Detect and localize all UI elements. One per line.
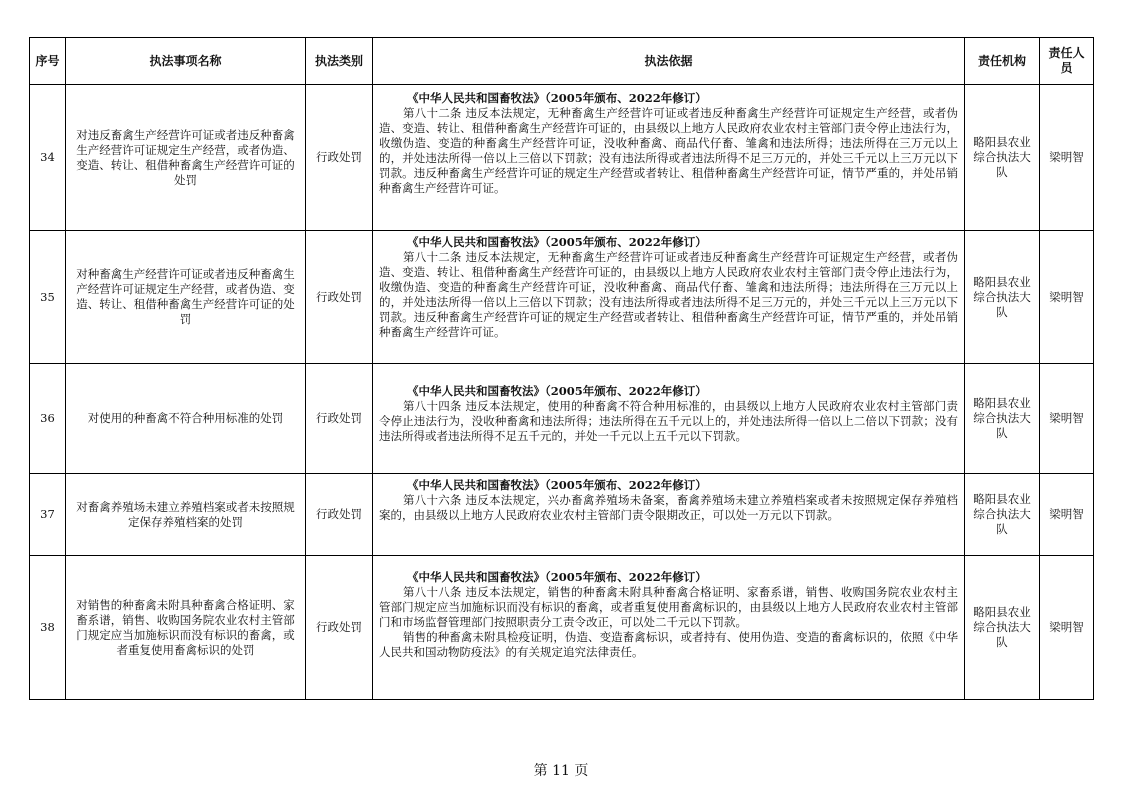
law-title: 《中华人民共和国畜牧法》（2005年颁布、2022年修订） <box>407 91 707 105</box>
header-org: 责任机构 <box>965 38 1040 85</box>
legal-basis <box>373 231 965 364</box>
law-paragraph: 第八十二条 违反本法规定，无种畜禽生产经营许可证或者违反种畜禽生产经营许可证规定生产经营，或者伪造、变造、转让、租借种畜禽生产经营许可证的，由县级以上地方人民政府农业农村主管部门责令停止违法行为，收缴伪造、变造的种畜禽生产经营许可证，没收种畜禽、商品代仔畜、雏禽和违法所得；违法所得在三万元以上的，并处违法所得一倍以上三倍以下罚款；没有违法所得或者违法所得不足三万元的，并处三千元以上三万元以下罚款。违反种畜禽生产经营许可证的规定生产经营或者转让、租借种畜禽生产经营许可证，情节严重的，并处吊销种畜禽生产经营许可证。 <box>379 250 958 339</box>
enforcement-type: 行政处罚 <box>306 474 373 556</box>
table-row <box>30 364 1094 474</box>
header-basis: 执法依据 <box>373 38 965 85</box>
table-row <box>30 556 1094 700</box>
enforcement-type: 行政处罚 <box>306 364 373 474</box>
law-title: 《中华人民共和国畜牧法》（2005年颁布、2022年修订） <box>407 235 707 249</box>
law-paragraph: 销售的种畜禽未附具检疫证明，伪造、变造畜禽标识，或者持有、使用伪造、变造的畜禽标识的，依照《中华人民共和国动物防疫法》的有关规定追究法律责任。 <box>379 630 958 659</box>
responsible-person: 梁明智 <box>1040 231 1094 364</box>
row-number: 38 <box>30 556 66 700</box>
table-row <box>30 231 1094 364</box>
table-row <box>30 474 1094 556</box>
responsible-org: 略阳县农业综合执法大队 <box>965 231 1040 364</box>
responsible-org: 略阳县农业综合执法大队 <box>965 85 1040 231</box>
responsible-org: 略阳县农业综合执法大队 <box>965 474 1040 556</box>
law-title: 《中华人民共和国畜牧法》（2005年颁布、2022年修订） <box>407 384 707 398</box>
item-name: 对畜禽养殖场未建立养殖档案或者未按照规定保存养殖档案的处罚 <box>66 474 306 556</box>
enforcement-type: 行政处罚 <box>306 85 373 231</box>
responsible-person: 梁明智 <box>1040 364 1094 474</box>
enforcement-items-table <box>29 37 1094 700</box>
responsible-org: 略阳县农业综合执法大队 <box>965 364 1040 474</box>
law-title: 《中华人民共和国畜牧法》（2005年颁布、2022年修订） <box>407 570 707 584</box>
header-person: 责任人员 <box>1040 38 1094 85</box>
law-paragraph: 第八十二条 违反本法规定，无种畜禽生产经营许可证或者违反种畜禽生产经营许可证规定生产经营，或者伪造、变造、转让、租借种畜禽生产经营许可证的，由县级以上地方人民政府农业农村主管部门责令停止违法行为，收缴伪造、变造的种畜禽生产经营许可证，没收种畜禽、商品代仔畜、雏禽和违法所得；违法所得在三万元以上的，并处违法所得一倍以上三倍以下罚款；没有违法所得或者违法所得不足三万元的，并处三千元以上三万元以下罚款。违反种畜禽生产经营许可证的规定生产经营或者转让、租借种畜禽生产经营许可证，情节严重的，并处吊销种畜禽生产经营许可证。 <box>379 106 958 195</box>
row-number: 35 <box>30 231 66 364</box>
responsible-person: 梁明智 <box>1040 85 1094 231</box>
row-number: 37 <box>30 474 66 556</box>
legal-basis <box>373 474 965 556</box>
law-paragraph: 第八十六条 违反本法规定，兴办畜禽养殖场未备案，畜禽养殖场未建立养殖档案或者未按照规定保存养殖档案的，由县级以上地方人民政府农业农村主管部门责令限期改正，可以处一万元以下罚款。 <box>379 493 958 522</box>
law-paragraph: 第八十八条 违反本法规定，销售的种畜禽未附具种畜禽合格证明、家畜系谱，销售、收购国务院农业农村主管部门规定应当加施标识而没有标识的畜禽，或者重复使用畜禽标识的，由县级以上地方人民政府农业农村主管部门和市场监督管理部门按照职责分工责令改正，可以处二千元以下罚款。 <box>379 585 958 629</box>
header-name: 执法事项名称 <box>66 38 306 85</box>
item-name: 对种畜禽生产经营许可证或者违反种畜禽生产经营许可证规定生产经营，或者伪造、变造、转让、租借种畜禽生产经营许可证的处罚 <box>66 231 306 364</box>
item-name: 对使用的种畜禽不符合种用标准的处罚 <box>66 364 306 474</box>
row-number: 34 <box>30 85 66 231</box>
header-no: 序号 <box>30 38 66 85</box>
table-header-row <box>30 38 1094 85</box>
row-number: 36 <box>30 364 66 474</box>
law-title: 《中华人民共和国畜牧法》（2005年颁布、2022年修订） <box>407 478 707 492</box>
table-row <box>30 85 1094 231</box>
page-number: 第 11 页 <box>533 763 589 779</box>
item-name: 对销售的种畜禽未附具种畜禽合格证明、家畜系谱，销售、收购国务院农业农村主管部门规定应当加施标识而没有标识的畜禽，或者重复使用畜禽标识的处罚 <box>66 556 306 700</box>
enforcement-type: 行政处罚 <box>306 556 373 700</box>
item-name: 对违反畜禽生产经营许可证或者违反种畜禽生产经营许可证规定生产经营，或者伪造、变造、转让、租借种畜禽生产经营许可证的处罚 <box>66 85 306 231</box>
enforcement-type: 行政处罚 <box>306 231 373 364</box>
responsible-person: 梁明智 <box>1040 556 1094 700</box>
responsible-person: 梁明智 <box>1040 474 1094 556</box>
legal-basis <box>373 85 965 231</box>
law-paragraph: 第八十四条 违反本法规定，使用的种畜禽不符合种用标准的，由县级以上地方人民政府农业农村主管部门责令停止违法行为，没收种畜禽和违法所得；违法所得在五千元以上的，并处违法所得一倍以上二倍以下罚款；没有违法所得或者违法所得不足五千元的，并处一千元以上五千元以下罚款。 <box>379 399 958 443</box>
legal-basis <box>373 364 965 474</box>
legal-basis <box>373 556 965 700</box>
responsible-org: 略阳县农业综合执法大队 <box>965 556 1040 700</box>
header-type: 执法类别 <box>306 38 373 85</box>
